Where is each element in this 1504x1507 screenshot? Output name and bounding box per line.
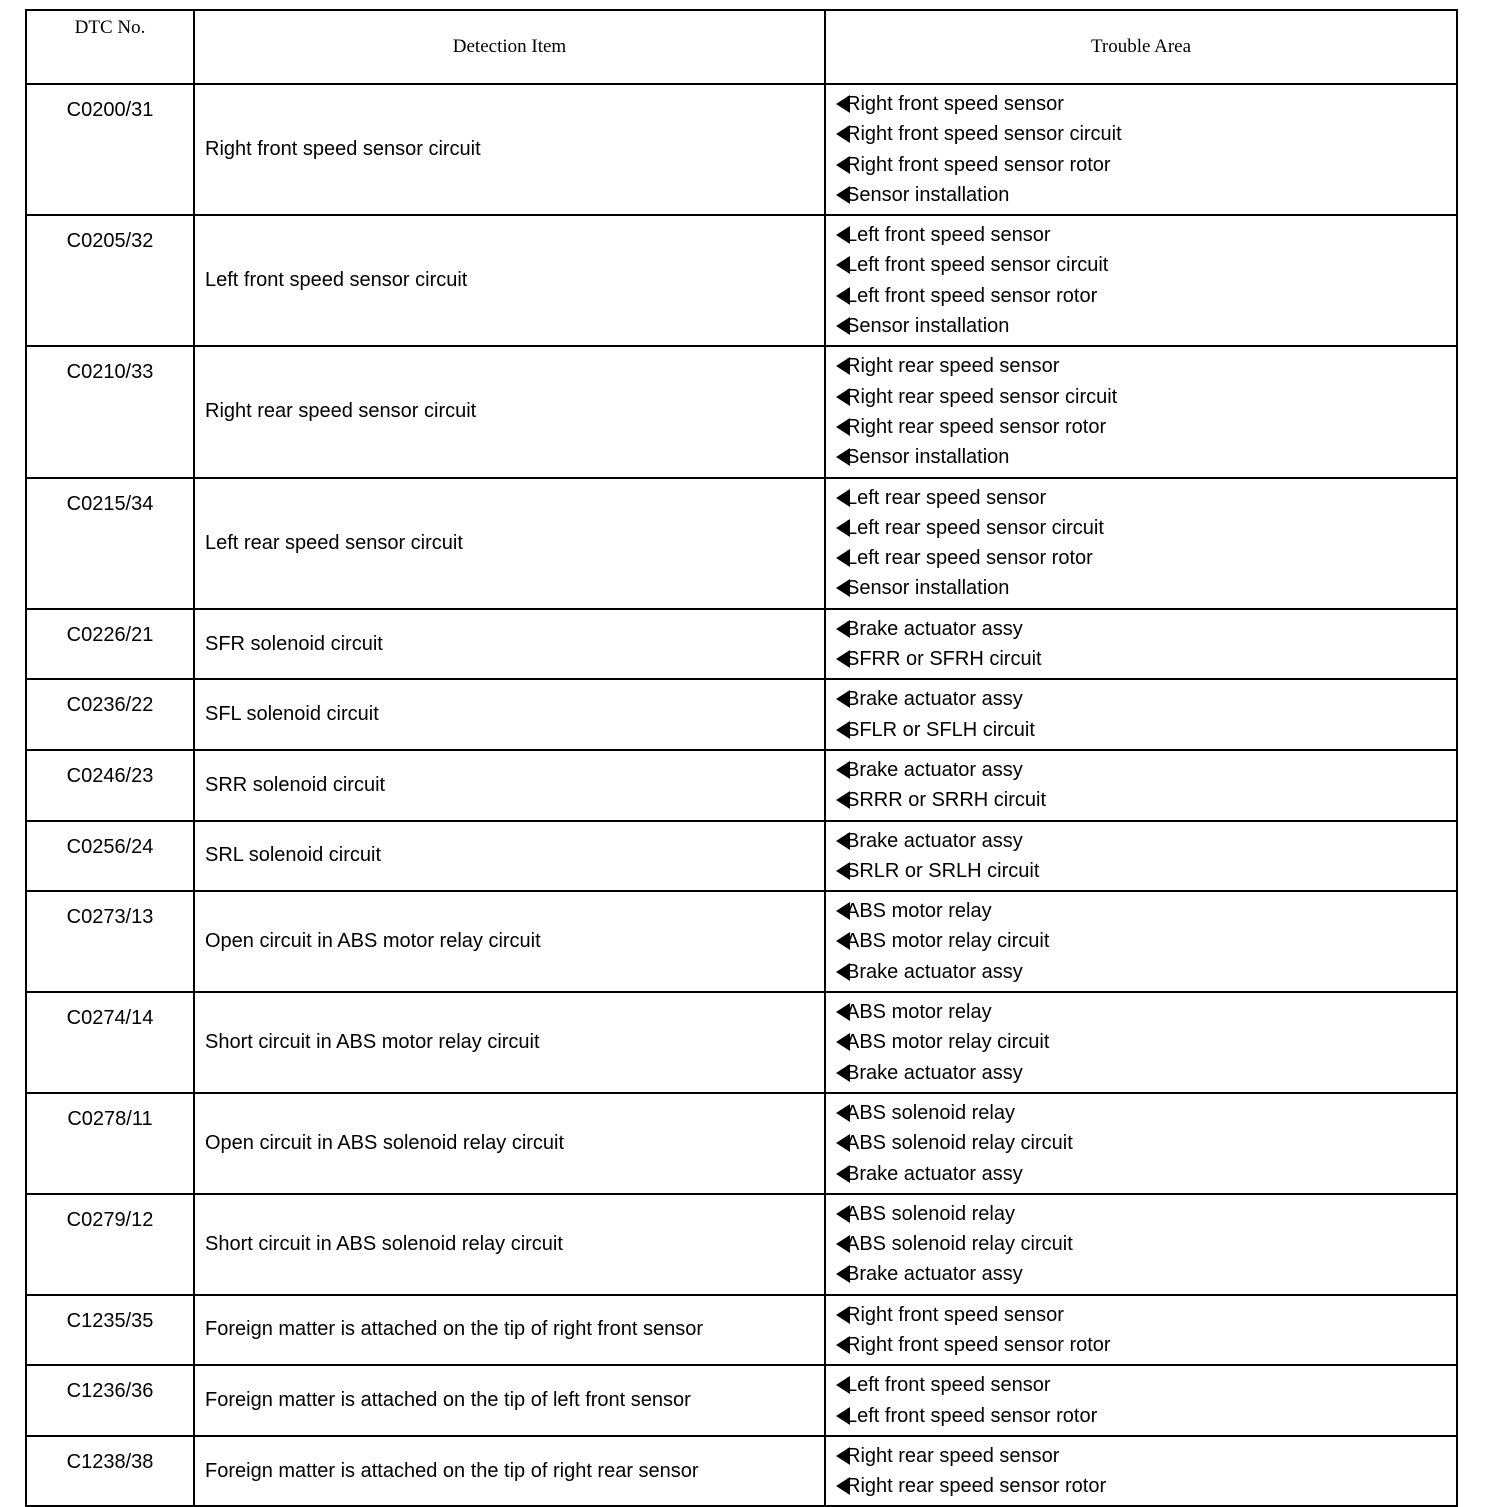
trouble-area-text: Sensor installation (846, 577, 1010, 600)
detection-item: Foreign matter is attached on the tip of left front sensor (194, 1365, 825, 1436)
dtc-code: C1235/35 (26, 1295, 194, 1366)
detection-item: Open circuit in ABS solenoid relay circuit (194, 1093, 825, 1194)
trouble-area-text: Brake actuator assy (846, 960, 1023, 983)
table-row (26, 821, 1457, 892)
header-dtc-no: DTC No. (26, 10, 194, 84)
table-row (26, 215, 1457, 346)
trouble-area-text: SFLR or SFLH circuit (846, 718, 1035, 741)
dtc-code: C0236/22 (26, 679, 194, 750)
trouble-area-item (836, 826, 1456, 856)
detection-item: Short circuit in ABS motor relay circuit (194, 992, 825, 1093)
trouble-area-item (836, 250, 1456, 280)
trouble-area-item (836, 180, 1456, 210)
trouble-area-list (825, 1194, 1457, 1295)
trouble-area-list (825, 1093, 1457, 1194)
trouble-area-text: Brake actuator assy (846, 688, 1023, 711)
trouble-area-item (836, 997, 1456, 1027)
trouble-area-item (836, 513, 1456, 543)
dtc-code: C0273/13 (26, 891, 194, 992)
trouble-area-text: Brake actuator assy (846, 829, 1023, 852)
table-row (26, 1365, 1457, 1436)
header-row (26, 10, 1457, 84)
dtc-code: C0246/23 (26, 750, 194, 821)
dtc-table (25, 9, 1458, 1507)
dtc-code: C0215/34 (26, 478, 194, 609)
trouble-area-text: SRLR or SRLH circuit (846, 859, 1040, 882)
trouble-area-item (836, 896, 1456, 926)
dtc-code: C0279/12 (26, 1194, 194, 1295)
trouble-area-item (836, 1159, 1456, 1189)
trouble-area-item (836, 1441, 1456, 1471)
trouble-area-item (836, 220, 1456, 250)
trouble-area-item (836, 89, 1456, 119)
detection-item: Short circuit in ABS solenoid relay circuit (194, 1194, 825, 1295)
table-row (26, 1436, 1457, 1507)
trouble-area-list (825, 1295, 1457, 1366)
dtc-code: C0210/33 (26, 346, 194, 477)
trouble-area-text: Left front speed sensor rotor (846, 284, 1098, 307)
table-row (26, 992, 1457, 1093)
trouble-area-text: ABS solenoid relay (846, 1202, 1015, 1225)
dtc-code: C1236/36 (26, 1365, 194, 1436)
header-trouble-area: Trouble Area (825, 10, 1457, 84)
trouble-area-text: Brake actuator assy (846, 617, 1023, 640)
dtc-code: C1238/38 (26, 1436, 194, 1507)
trouble-area-item (836, 1259, 1456, 1289)
trouble-area-text: Brake actuator assy (846, 1162, 1023, 1185)
trouble-area-text: SFRR or SFRH circuit (846, 648, 1042, 671)
trouble-area-text: Left rear speed sensor circuit (846, 516, 1104, 539)
trouble-area-text: ABS motor relay (846, 1001, 992, 1024)
detection-item: Open circuit in ABS motor relay circuit (194, 891, 825, 992)
trouble-area-list (825, 84, 1457, 215)
trouble-area-item (836, 1128, 1456, 1158)
trouble-area-text: Right front speed sensor (846, 1303, 1064, 1326)
trouble-area-item (836, 856, 1456, 886)
trouble-area-item (836, 1401, 1456, 1431)
trouble-area-text: Left front speed sensor circuit (846, 254, 1109, 277)
trouble-area-text: Brake actuator assy (846, 1061, 1023, 1084)
trouble-area-item (836, 1098, 1456, 1128)
trouble-area-list (825, 1436, 1457, 1507)
trouble-area-text: ABS solenoid relay (846, 1101, 1015, 1124)
table-row (26, 609, 1457, 680)
trouble-area-list (825, 750, 1457, 821)
trouble-area-item (836, 1199, 1456, 1229)
trouble-area-item (836, 311, 1456, 341)
dtc-code: C0278/11 (26, 1093, 194, 1194)
trouble-area-text: Left front speed sensor (846, 224, 1051, 247)
dtc-code: C0205/32 (26, 215, 194, 346)
trouble-area-text: Right rear speed sensor circuit (846, 385, 1118, 408)
trouble-area-list (825, 1365, 1457, 1436)
trouble-area-text: ABS solenoid relay circuit (846, 1132, 1073, 1155)
trouble-area-item (836, 543, 1456, 573)
trouble-area-text: Sensor installation (846, 315, 1010, 338)
trouble-area-item (836, 1229, 1456, 1259)
trouble-area-item (836, 1058, 1456, 1088)
trouble-area-text: Right rear speed sensor (846, 1444, 1060, 1467)
trouble-area-text: Right rear speed sensor rotor (846, 1475, 1107, 1498)
trouble-area-text: Right front speed sensor rotor (846, 1333, 1111, 1356)
trouble-area-list (825, 821, 1457, 892)
detection-item: SFR solenoid circuit (194, 609, 825, 680)
trouble-area-text: Left rear speed sensor (846, 486, 1047, 509)
trouble-area-text: Right front speed sensor circuit (846, 123, 1122, 146)
trouble-area-item (836, 1330, 1456, 1360)
table-row (26, 891, 1457, 992)
trouble-area-text: Right front speed sensor (846, 93, 1064, 115)
trouble-area-item (836, 1027, 1456, 1057)
trouble-area-item (836, 150, 1456, 180)
table-row (26, 1295, 1457, 1366)
trouble-area-list (825, 679, 1457, 750)
trouble-area-item (836, 573, 1456, 603)
trouble-area-text: Right rear speed sensor rotor (846, 415, 1107, 438)
table-row (26, 84, 1457, 215)
trouble-area-list (825, 346, 1457, 477)
trouble-area-text: Right rear speed sensor (846, 355, 1060, 378)
detection-item: Left front speed sensor circuit (194, 215, 825, 346)
dtc-code: C0200/31 (26, 84, 194, 215)
trouble-area-text: Left rear speed sensor rotor (846, 547, 1093, 570)
trouble-area-text: Sensor installation (846, 183, 1010, 206)
trouble-area-text: Brake actuator assy (846, 758, 1023, 781)
trouble-area-text: ABS solenoid relay circuit (846, 1233, 1073, 1256)
detection-item: SRL solenoid circuit (194, 821, 825, 892)
trouble-area-item (836, 119, 1456, 149)
trouble-area-text: Right front speed sensor rotor (846, 153, 1111, 176)
detection-item: SFL solenoid circuit (194, 679, 825, 750)
trouble-area-list (825, 609, 1457, 680)
dtc-code: C0274/14 (26, 992, 194, 1093)
trouble-area-item (836, 957, 1456, 987)
detection-item: Left rear speed sensor circuit (194, 478, 825, 609)
trouble-area-item (836, 644, 1456, 674)
trouble-area-item (836, 412, 1456, 442)
detection-item: Foreign matter is attached on the tip of right front sensor (194, 1295, 825, 1366)
trouble-area-item (836, 382, 1456, 412)
table-row (26, 750, 1457, 821)
trouble-area-item (836, 785, 1456, 815)
trouble-area-text: SRRR or SRRH circuit (846, 789, 1047, 812)
trouble-area-item (836, 614, 1456, 644)
trouble-area-item (836, 684, 1456, 714)
trouble-area-item (836, 1471, 1456, 1501)
trouble-area-list (825, 478, 1457, 609)
trouble-area-item (836, 483, 1456, 513)
table-row (26, 346, 1457, 477)
trouble-area-item (836, 1370, 1456, 1400)
trouble-area-item (836, 351, 1456, 381)
trouble-area-text: Left front speed sensor rotor (846, 1404, 1098, 1427)
detection-item: SRR solenoid circuit (194, 750, 825, 821)
table-body (26, 84, 1457, 1506)
trouble-area-text: Brake actuator assy (846, 1263, 1023, 1286)
table-row (26, 679, 1457, 750)
trouble-area-item (836, 1300, 1456, 1330)
dtc-code: C0226/21 (26, 609, 194, 680)
dtc-code: C0256/24 (26, 821, 194, 892)
header-detection-item: Detection Item (194, 10, 825, 84)
detection-item: Right front speed sensor circuit (194, 84, 825, 215)
trouble-area-item (836, 715, 1456, 745)
trouble-area-item (836, 926, 1456, 956)
trouble-area-text: ABS motor relay (846, 900, 992, 923)
trouble-area-list (825, 891, 1457, 992)
trouble-area-list (825, 215, 1457, 346)
trouble-area-text: Left front speed sensor (846, 1374, 1051, 1397)
trouble-area-text: ABS motor relay circuit (846, 1031, 1050, 1054)
trouble-area-item (836, 281, 1456, 311)
trouble-area-text: Sensor installation (846, 446, 1010, 469)
detection-item: Right rear speed sensor circuit (194, 346, 825, 477)
trouble-area-item (836, 442, 1456, 472)
trouble-area-text: ABS motor relay circuit (846, 930, 1050, 953)
table-row (26, 1093, 1457, 1194)
table-row (26, 478, 1457, 609)
table-row (26, 1194, 1457, 1295)
trouble-area-item (836, 755, 1456, 785)
detection-item: Foreign matter is attached on the tip of right rear sensor (194, 1436, 825, 1507)
trouble-area-list (825, 992, 1457, 1093)
